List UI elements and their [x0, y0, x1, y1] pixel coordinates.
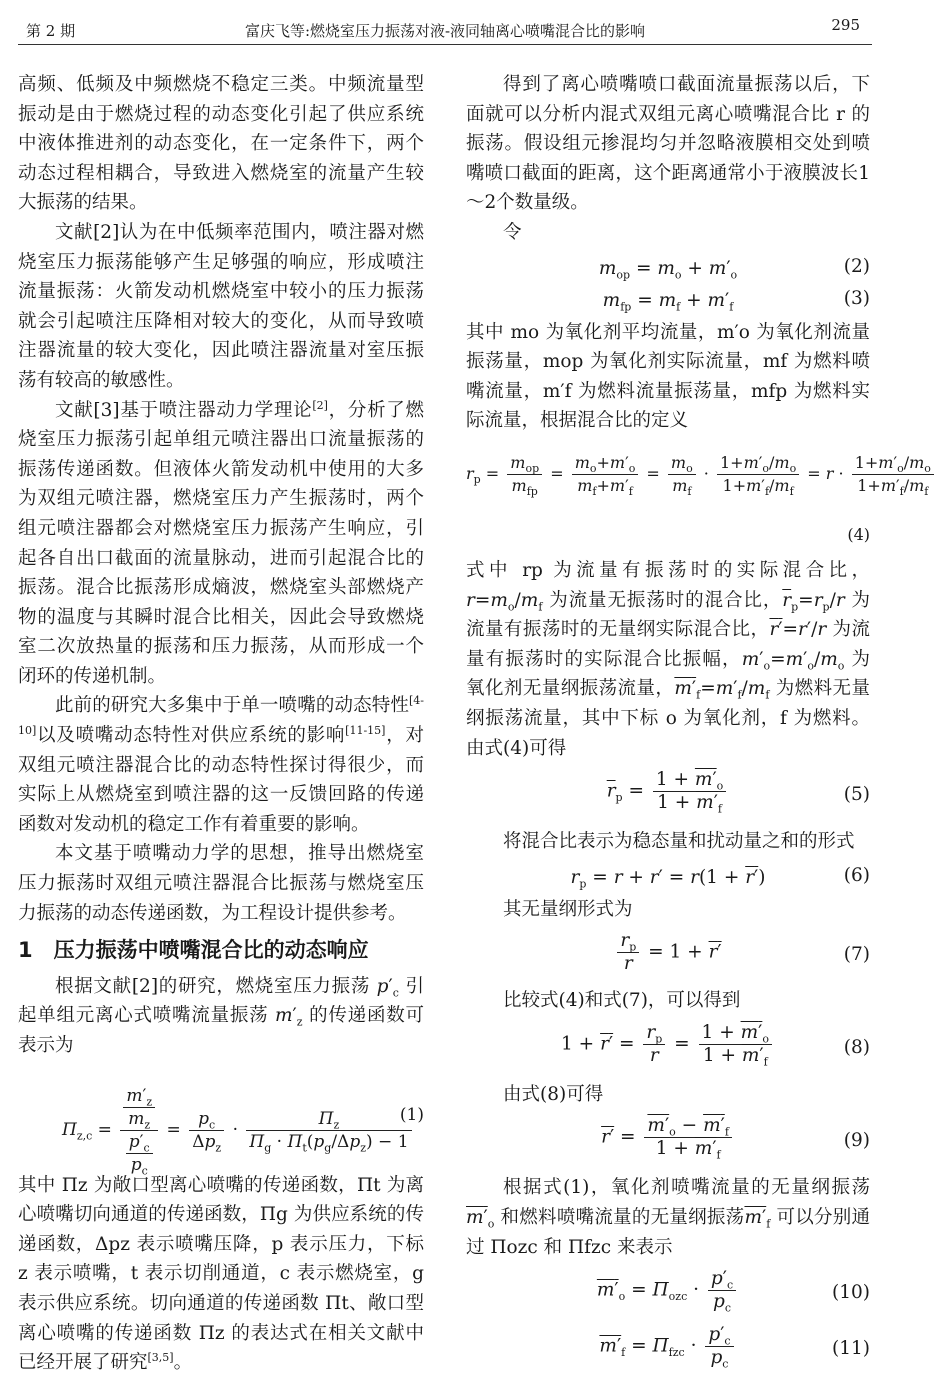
paragraph: 将混合比表示为稳态量和扰动量之和的形式 [503, 831, 855, 853]
equation-1: $\Pi_{z,c}$ = $\frac{\frac{m'_z}{m_z}}{\frac{p'_c}{p_c}}$ = $\frac{p_c}{\Delta p_z}$ · $\frac{\Pi_z}{\Pi_g \cdot \Pi_t(p_g/\Delta p_z) - 1}$ (1) [62, 1085, 424, 1177]
paragraph: 令 [503, 221, 522, 243]
paragraph: 其中 Πz 为敞口型离心喷嘴的传递函数，Πt 为离心喷嘴切向通道的传递函数，Πg 为供应系统的传递函数，Δpz 表示喷嘴压降，p 表示压力，下标 z 表示喷嘴，t 表示切削通道，c 表示燃烧室，g 表示供应系统。切向通道的传递函数 Πt、敞口型离心喷嘴的传递函数 Πz 的表达式在相关文献中已经开展了研究[3,5]。 [18, 1174, 424, 1374]
page-number: 295 [831, 16, 860, 34]
equation-5: $\overline{r}_p$ = $\frac{1 + m'_o}{1 + m'_f}$ (5) [606, 769, 870, 816]
paragraph: 此前的研究大多集中于单一喷嘴的动态特性[4-10]以及喷嘴动态特性对供应系统的影响[11-15]，对双组元喷注器混合比的动态特性探讨得很少，而实际上从燃烧室到喷注器的这一反馈回路的传递函数对发动机的稳定工作有着重要的影响。 [18, 694, 424, 835]
equation-9: r′ = $\frac{m'_o - m'_f}{1 + m'_f}$ (9) [601, 1115, 870, 1163]
equation-number: (1) [399, 1104, 424, 1125]
citation: [2] [312, 398, 328, 412]
paragraph: 根据式(1)，氧化剂喷嘴流量的无量纲振荡$m'_o$ 和燃料喷嘴流量的无量纲振荡$m'_f$ 可以分别通过 Πozc 和 Πfzc 来表示 [466, 1177, 870, 1258]
equation-number: (4) [847, 525, 870, 545]
paragraph: 得到了离心喷嘴喷口截面流量振荡以后，下面就可以分析内混式双组元离心喷嘴混合比 r 的振荡。假设组元掺混均匀并忽略液膜相交处到喷嘴喷口截面的距离，这个距离通常小于液膜波长1～2个数量级。 [466, 74, 870, 214]
citation: [4-10] [18, 694, 424, 737]
paragraph: 文献[2]认为在中低频率范围内，喷注器对燃烧室压力振荡能够产生足够强的响应，形成喷注流量振荡：火箭发动机燃烧室中较小的压力振荡就会引起喷注压降相对较大的变化，从而导致喷注器流量的较大变化，因此喷注器流量对室压振荡有较高的敏感性。 [18, 221, 424, 391]
section-heading: 1 压力振荡中喷嘴混合比的动态响应 [18, 938, 369, 963]
paragraph: 其中 mo 为氧化剂平均流量，m′o 为氧化剂流量振荡量，mop 为氧化剂实际流量，mf 为燃料喷嘴流量，m′f 为燃料流量振荡量，mfp 为燃料实际流量，根据混合比的定义 [466, 321, 870, 432]
paragraph: 文献[3]基于喷注器动力学理论[2]，分析了燃烧室压力振荡引起单组元喷注器出口流量振荡的振荡传递函数。但液体火箭发动机中使用的大多为双组元喷注器，燃烧室压力产生振荡时，两个组元喷注器都会对燃烧室压力振荡产生响应，引起各自出口截面的流量脉动，进而引起混合比的振荡。混合比振荡形成熵波，燃烧室头部燃烧产物的温度与其瞬时混合比相关，因此会导致燃烧室二次放热量的振荡和压力振荡，从而形成一个闭环的传递机制。 [18, 398, 424, 687]
paragraph: 比较式(4)和式(7)，可以得到 [503, 990, 741, 1012]
equation-number: (10) [832, 1282, 870, 1304]
equation-number: (6) [843, 864, 870, 886]
equation-11: $m'_f = \Pi_{fzc}$ · $\frac{p'_c}{p_c}$ (11) [599, 1324, 870, 1371]
paragraph: 本文基于喷嘴动力学的思想，推导出燃烧室压力振荡时双组元喷注器混合比振荡与燃烧室压力振荡的动态传递函数，为工程设计提供参考。 [18, 843, 424, 924]
running-header [18, 10, 872, 45]
paragraph: 根据文献[2]的研究，燃烧室压力振荡 $p'_c$ 引起单组元离心式喷嘴流量振荡 $m'_z$ 的传递函数可表示为 [18, 975, 424, 1056]
right-column [466, 70, 931, 1380]
equation-7: $\frac{r_p}{r}$ = 1 + r′ (7) [466, 930, 870, 980]
equation-10: $m'_o = \Pi_{ozc}$ · $\frac{p'_c}{p_c}$ (10) [596, 1268, 870, 1315]
running-title: 富庆飞等:燃烧室压力振荡对液-液同轴离心喷嘴混合比的影响 [244, 22, 646, 40]
equation-number: (7) [843, 944, 870, 966]
equation-number: (5) [843, 784, 870, 806]
paragraph: 式中 rp 为流量有振荡时的实际混合比，$r=m_o/m_f$ 为流量无振荡时的混合比，$\overline{r}_p=r_p/r$ 为流量有振荡时的无量纲实际混合比，r′=r′/r 为流量有振荡时的实际混合比振幅，$m'_o=m'_o/m_o$ 为氧化剂无量纲振荡流量，$m'_f=m'_f/m_f$ 为燃料无量纲振荡流量，其中下标 o 为氧化剂，f 为燃料。由式(4)可得 [466, 559, 870, 759]
citation: [11-15] [345, 723, 386, 737]
equation-number: (9) [843, 1130, 870, 1152]
equation-number: (11) [832, 1338, 870, 1360]
paragraph: 其无量纲形式为 [503, 898, 633, 920]
citation: [3,5] [147, 1351, 174, 1364]
paragraph: 高频、低频及中频燃烧不稳定三类。中频流量型振动是由于燃烧过程的动态变化引起了供应系统中液体推进剂的动态变化，在一定条件下，两个动态过程相耦合，导致进入燃烧室的流量产生较大振荡的结果。 [18, 74, 424, 214]
left-column [18, 70, 424, 1378]
equation-6: $r_p = r + r' = r(1 + r')$ (6) [466, 863, 870, 889]
equation-3: $m_{fp} = m_f + m'_f$ (3) [466, 286, 870, 312]
equation-number: (3) [843, 287, 870, 309]
equation-4: $r_p$ = $\frac{m_{op}}{m_{fp}}$ = $\frac{m_o+m'_o}{m_f+m'_f}$ = $\frac{m_o}{m_f}$ · $\frac{1+m'_o/m_o}{1+m'_f/m_f}$ = r · $\frac{1+m'_o/m_o}{1+m'_f/m_f}$ (4) [466, 442, 870, 550]
equation-2: $m_{op} = m_o + m'_o$ (2) [466, 254, 870, 280]
equation-number: (2) [843, 255, 870, 277]
issue-number: 第 2 期 [26, 22, 76, 40]
paragraph: 由式(8)可得 [503, 1083, 604, 1105]
equation-8: 1 + r′ = $\frac{r_p}{r}$ = $\frac{1 + m'_o}{1 + m'_f}$ (8) [561, 1021, 870, 1069]
equation-number: (8) [843, 1037, 870, 1059]
